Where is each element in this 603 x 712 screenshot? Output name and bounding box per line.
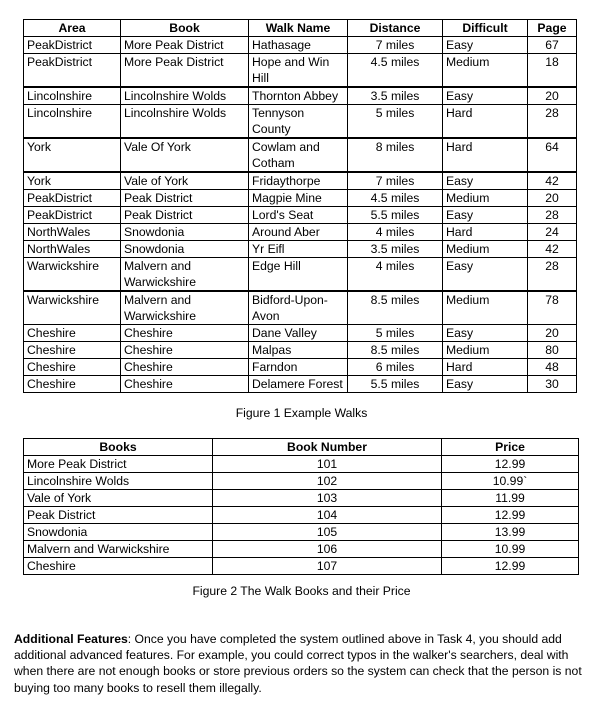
cell-difficult: Medium: [443, 292, 528, 325]
cell-area: York: [24, 139, 121, 172]
walk-row: [24, 190, 577, 207]
col-header-book-number: Book Number: [213, 439, 442, 456]
walk-row: [24, 105, 577, 138]
cell-difficult: Easy: [443, 376, 528, 393]
cell-book: Snowdonia: [121, 224, 249, 241]
book-row: [24, 456, 579, 473]
cell-distance: 8.5 miles: [348, 342, 443, 359]
cell-distance: 8 miles: [348, 139, 443, 172]
cell-book-number: 101: [213, 456, 442, 473]
cell-price: 10.99`: [442, 473, 579, 490]
cell-book: Vale of York: [121, 173, 249, 190]
cell-area: Lincolnshire: [24, 105, 121, 138]
figure-2-caption: Figure 2 The Walk Books and their Price: [192, 584, 411, 598]
cell-book: Malvern and Warwickshire: [121, 292, 249, 325]
cell-walk-name: Fridaythorpe: [249, 173, 348, 190]
walk-row: [24, 54, 577, 87]
cell-distance: 4.5 miles: [348, 54, 443, 87]
col-header-area: Area: [24, 20, 121, 37]
cell-distance: 5.5 miles: [348, 376, 443, 393]
cell-page: 28: [528, 207, 577, 224]
walk-row: [24, 359, 577, 376]
cell-walk-name: Cowlam and Cotham: [249, 139, 348, 172]
walk-row: [24, 88, 577, 105]
cell-book-number: 106: [213, 541, 442, 558]
cell-book: Cheshire: [121, 359, 249, 376]
cell-area: Warwickshire: [24, 258, 121, 291]
cell-book-title: Vale of York: [24, 490, 213, 507]
cell-book: Lincolnshire Wolds: [121, 105, 249, 138]
cell-difficult: Easy: [443, 325, 528, 342]
walk-row: [24, 376, 577, 393]
cell-area: NorthWales: [24, 241, 121, 258]
walk-row: [24, 37, 577, 54]
walk-row: [24, 292, 577, 325]
cell-page: 20: [528, 190, 577, 207]
cell-distance: 7 miles: [348, 37, 443, 54]
col-header-difficult: Difficult: [443, 20, 528, 37]
cell-page: 42: [528, 173, 577, 190]
cell-price: 12.99: [442, 558, 579, 575]
walk-row: [24, 139, 577, 172]
cell-distance: 3.5 miles: [348, 241, 443, 258]
cell-book-title: Cheshire: [24, 558, 213, 575]
cell-area: Cheshire: [24, 359, 121, 376]
walk-row: [24, 207, 577, 224]
cell-area: NorthWales: [24, 224, 121, 241]
cell-difficult: Easy: [443, 258, 528, 291]
cell-area: Warwickshire: [24, 292, 121, 325]
col-header-distance: Distance: [348, 20, 443, 37]
cell-page: 80: [528, 342, 577, 359]
cell-difficult: Hard: [443, 105, 528, 138]
cell-walk-name: Edge Hill: [249, 258, 348, 291]
col-header-book: Book: [121, 20, 249, 37]
book-row: [24, 473, 579, 490]
cell-distance: 8.5 miles: [348, 292, 443, 325]
cell-book-title: Lincolnshire Wolds: [24, 473, 213, 490]
cell-distance: 7 miles: [348, 173, 443, 190]
cell-page: 30: [528, 376, 577, 393]
cell-page: 18: [528, 54, 577, 87]
cell-distance: 4 miles: [348, 224, 443, 241]
additional-features-paragraph: [14, 631, 592, 696]
cell-price: 12.99: [442, 507, 579, 524]
cell-page: 67: [528, 37, 577, 54]
cell-distance: 5.5 miles: [348, 207, 443, 224]
cell-price: 13.99: [442, 524, 579, 541]
walk-row: [24, 325, 577, 342]
cell-book: Peak District: [121, 207, 249, 224]
cell-walk-name: Dane Valley: [249, 325, 348, 342]
cell-book-number: 102: [213, 473, 442, 490]
cell-book-title: Snowdonia: [24, 524, 213, 541]
cell-book: Cheshire: [121, 376, 249, 393]
cell-book-title: Peak District: [24, 507, 213, 524]
cell-page: 64: [528, 139, 577, 172]
book-row: [24, 541, 579, 558]
cell-book: Lincolnshire Wolds: [121, 88, 249, 105]
cell-distance: 5 miles: [348, 105, 443, 138]
cell-page: 28: [528, 105, 577, 138]
cell-book: Vale Of York: [121, 139, 249, 172]
books-body: [24, 456, 579, 575]
walk-row: [24, 224, 577, 241]
cell-book: Malvern and Warwickshire: [121, 258, 249, 291]
books-table: [23, 438, 579, 575]
book-row: [24, 558, 579, 575]
col-header-page: Page: [528, 20, 577, 37]
cell-difficult: Easy: [443, 207, 528, 224]
cell-walk-name: Lord's Seat: [249, 207, 348, 224]
walk-row: [24, 241, 577, 258]
figure-1-caption: Figure 1 Example Walks: [235, 406, 368, 420]
cell-page: 48: [528, 359, 577, 376]
cell-book-number: 103: [213, 490, 442, 507]
additional-features-heading: Additional Features: [14, 632, 128, 646]
cell-area: PeakDistrict: [24, 190, 121, 207]
cell-book: More Peak District: [121, 37, 249, 54]
cell-book: Cheshire: [121, 325, 249, 342]
cell-book-title: More Peak District: [24, 456, 213, 473]
walk-row: [24, 173, 577, 190]
cell-book-number: 105: [213, 524, 442, 541]
cell-price: 11.99: [442, 490, 579, 507]
cell-difficult: Hard: [443, 224, 528, 241]
col-header-walk-name: Walk Name: [249, 20, 348, 37]
cell-area: PeakDistrict: [24, 54, 121, 87]
cell-page: 20: [528, 88, 577, 105]
cell-walk-name: Thornton Abbey: [249, 88, 348, 105]
cell-area: Cheshire: [24, 376, 121, 393]
cell-difficult: Hard: [443, 359, 528, 376]
cell-walk-name: Delamere Forest: [249, 376, 348, 393]
cell-difficult: Medium: [443, 54, 528, 87]
cell-book: Snowdonia: [121, 241, 249, 258]
cell-walk-name: Magpie Mine: [249, 190, 348, 207]
cell-page: 20: [528, 325, 577, 342]
walk-row: [24, 258, 577, 291]
cell-walk-name: Yr Eifl: [249, 241, 348, 258]
book-row: [24, 524, 579, 541]
cell-page: 42: [528, 241, 577, 258]
cell-distance: 5 miles: [348, 325, 443, 342]
cell-walk-name: Hope and Win Hill: [249, 54, 348, 87]
walks-table: [23, 19, 577, 393]
cell-book: Cheshire: [121, 342, 249, 359]
cell-price: 12.99: [442, 456, 579, 473]
cell-area: Lincolnshire: [24, 88, 121, 105]
cell-book-number: 104: [213, 507, 442, 524]
cell-difficult: Medium: [443, 241, 528, 258]
cell-book: More Peak District: [121, 54, 249, 87]
col-header-price: Price: [442, 439, 579, 456]
cell-difficult: Easy: [443, 173, 528, 190]
cell-difficult: Hard: [443, 139, 528, 172]
cell-walk-name: Bidford-Upon-Avon: [249, 292, 348, 325]
cell-walk-name: Tennyson County: [249, 105, 348, 138]
cell-page: 28: [528, 258, 577, 291]
cell-walk-name: Malpas: [249, 342, 348, 359]
walks-header-row: [24, 20, 577, 37]
cell-walk-name: Hathasage: [249, 37, 348, 54]
cell-book-title: Malvern and Warwickshire: [24, 541, 213, 558]
cell-book-number: 107: [213, 558, 442, 575]
cell-price: 10.99: [442, 541, 579, 558]
cell-difficult: Easy: [443, 37, 528, 54]
book-row: [24, 490, 579, 507]
col-header-books: Books: [24, 439, 213, 456]
cell-page: 78: [528, 292, 577, 325]
walks-body: [24, 37, 577, 393]
cell-difficult: Medium: [443, 190, 528, 207]
cell-difficult: Medium: [443, 342, 528, 359]
walk-row: [24, 342, 577, 359]
additional-features-text: : Once you have completed the system outlined above in Task 4, you should add additional advanced features. For example, you could correct typos in the walker's searchers, deal with when there are not enough books or store previous orders so the system can check that the person is not buying too many books to resell them illegally.: [14, 632, 582, 695]
cell-distance: 4.5 miles: [348, 190, 443, 207]
cell-walk-name: Around Aber: [249, 224, 348, 241]
book-row: [24, 507, 579, 524]
cell-walk-name: Farndon: [249, 359, 348, 376]
books-header-row: [24, 439, 579, 456]
cell-page: 24: [528, 224, 577, 241]
cell-area: PeakDistrict: [24, 37, 121, 54]
cell-area: PeakDistrict: [24, 207, 121, 224]
cell-distance: 3.5 miles: [348, 88, 443, 105]
cell-distance: 6 miles: [348, 359, 443, 376]
cell-difficult: Easy: [443, 88, 528, 105]
cell-area: Cheshire: [24, 342, 121, 359]
cell-distance: 4 miles: [348, 258, 443, 291]
cell-area: York: [24, 173, 121, 190]
cell-book: Peak District: [121, 190, 249, 207]
cell-area: Cheshire: [24, 325, 121, 342]
